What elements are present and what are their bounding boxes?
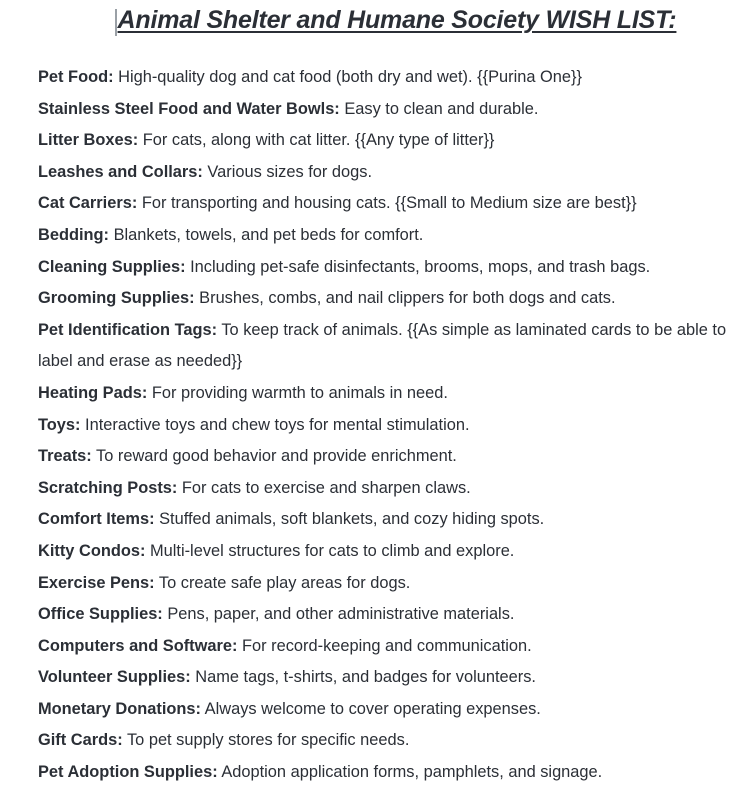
- item-label: Computers and Software:: [38, 636, 238, 655]
- item-label: Cleaning Supplies:: [38, 257, 186, 276]
- list-item: [38, 536, 750, 568]
- list-item: [38, 157, 750, 189]
- item-text: For record-keeping and communication.: [237, 636, 532, 655]
- list-item: [38, 315, 750, 378]
- item-text: To create safe play areas for dogs.: [154, 573, 411, 592]
- item-label: Kitty Condos:: [38, 541, 146, 560]
- item-text: Pens, paper, and other administrative materials.: [162, 605, 515, 624]
- item-label: Cat Carriers:: [38, 194, 138, 213]
- item-label: Stainless Steel Food and Water Bowls:: [38, 99, 340, 118]
- page-title-text: Animal Shelter and Humane Society WISH LIST:: [117, 6, 677, 34]
- item-text: Always welcome to cover operating expenses.: [201, 699, 541, 718]
- list-item: [38, 631, 750, 663]
- item-text: Name tags, t-shirts, and badges for volunteers.: [190, 668, 536, 687]
- item-text: High-quality dog and cat food (both dry and wet). {{Purina One}}: [113, 68, 582, 86]
- item-label: Treats:: [38, 447, 92, 466]
- item-text: Blankets, towels, and pet beds for comfort.: [109, 225, 424, 244]
- item-text: For cats, along with cat litter. {{Any type of litter}}: [138, 131, 495, 150]
- item-label: Volunteer Supplies:: [38, 668, 191, 687]
- list-item: [38, 283, 750, 315]
- item-text: To pet supply stores for specific needs.: [122, 731, 410, 750]
- page-title[interactable]: [118, 6, 677, 35]
- item-label: Scratching Posts:: [38, 478, 178, 497]
- item-text: To reward good behavior and provide enrichment.: [91, 447, 457, 466]
- item-text: Including pet-safe disinfectants, brooms, mops, and trash bags.: [185, 257, 651, 276]
- item-text: Various sizes for dogs.: [202, 162, 373, 181]
- wish-list: [38, 62, 750, 789]
- list-item: [38, 504, 750, 536]
- list-item: [38, 441, 750, 473]
- list-item: [38, 694, 750, 726]
- list-item: [38, 378, 750, 410]
- list-item: [38, 62, 750, 94]
- item-label: Grooming Supplies:: [38, 289, 195, 308]
- list-item: [38, 757, 750, 789]
- item-label: Comfort Items:: [38, 510, 155, 529]
- item-label: Office Supplies:: [38, 605, 163, 624]
- item-text: Adoption application forms, pamphlets, and signage.: [217, 763, 603, 782]
- list-item: [38, 252, 750, 284]
- list-item: [38, 725, 750, 757]
- item-text: Stuffed animals, soft blankets, and cozy hiding spots.: [154, 510, 545, 529]
- item-text: Brushes, combs, and nail clippers for both dogs and cats.: [194, 289, 616, 308]
- list-item: [38, 220, 750, 252]
- list-item: [38, 94, 750, 126]
- text-cursor: [115, 9, 117, 36]
- item-text: For cats to exercise and sharpen claws.: [177, 478, 471, 497]
- item-label: Exercise Pens:: [38, 573, 155, 592]
- list-item: [38, 188, 750, 220]
- title-container: [0, 6, 750, 35]
- list-item: [38, 599, 750, 631]
- item-text: Multi-level structures for cats to climb and explore.: [145, 541, 515, 560]
- item-label: Bedding:: [38, 225, 110, 244]
- item-text: To keep track of animals. {{As simple as laminated cards to be able to label and erase as needed}}: [38, 320, 727, 371]
- item-label: Monetary Donations:: [38, 699, 202, 718]
- list-item: [38, 662, 750, 694]
- item-label: Toys:: [38, 415, 81, 434]
- list-item: [38, 568, 750, 600]
- item-label: Litter Boxes:: [38, 131, 139, 150]
- item-label: Gift Cards:: [38, 731, 123, 750]
- item-text: Easy to clean and durable.: [339, 99, 539, 118]
- list-item: [38, 473, 750, 505]
- item-label: Heating Pads:: [38, 383, 148, 402]
- item-label: Pet Food:: [38, 68, 114, 86]
- item-text: For providing warmth to animals in need.: [147, 383, 448, 402]
- item-text: For transporting and housing cats. {{Small to Medium size are best}}: [137, 194, 637, 213]
- item-label: Pet Adoption Supplies:: [38, 763, 218, 782]
- list-item: [38, 125, 750, 157]
- item-label: Leashes and Collars:: [38, 162, 203, 181]
- item-text: Interactive toys and chew toys for mental stimulation.: [80, 415, 470, 434]
- list-item: [38, 410, 750, 442]
- item-label: Pet Identification Tags:: [38, 320, 218, 339]
